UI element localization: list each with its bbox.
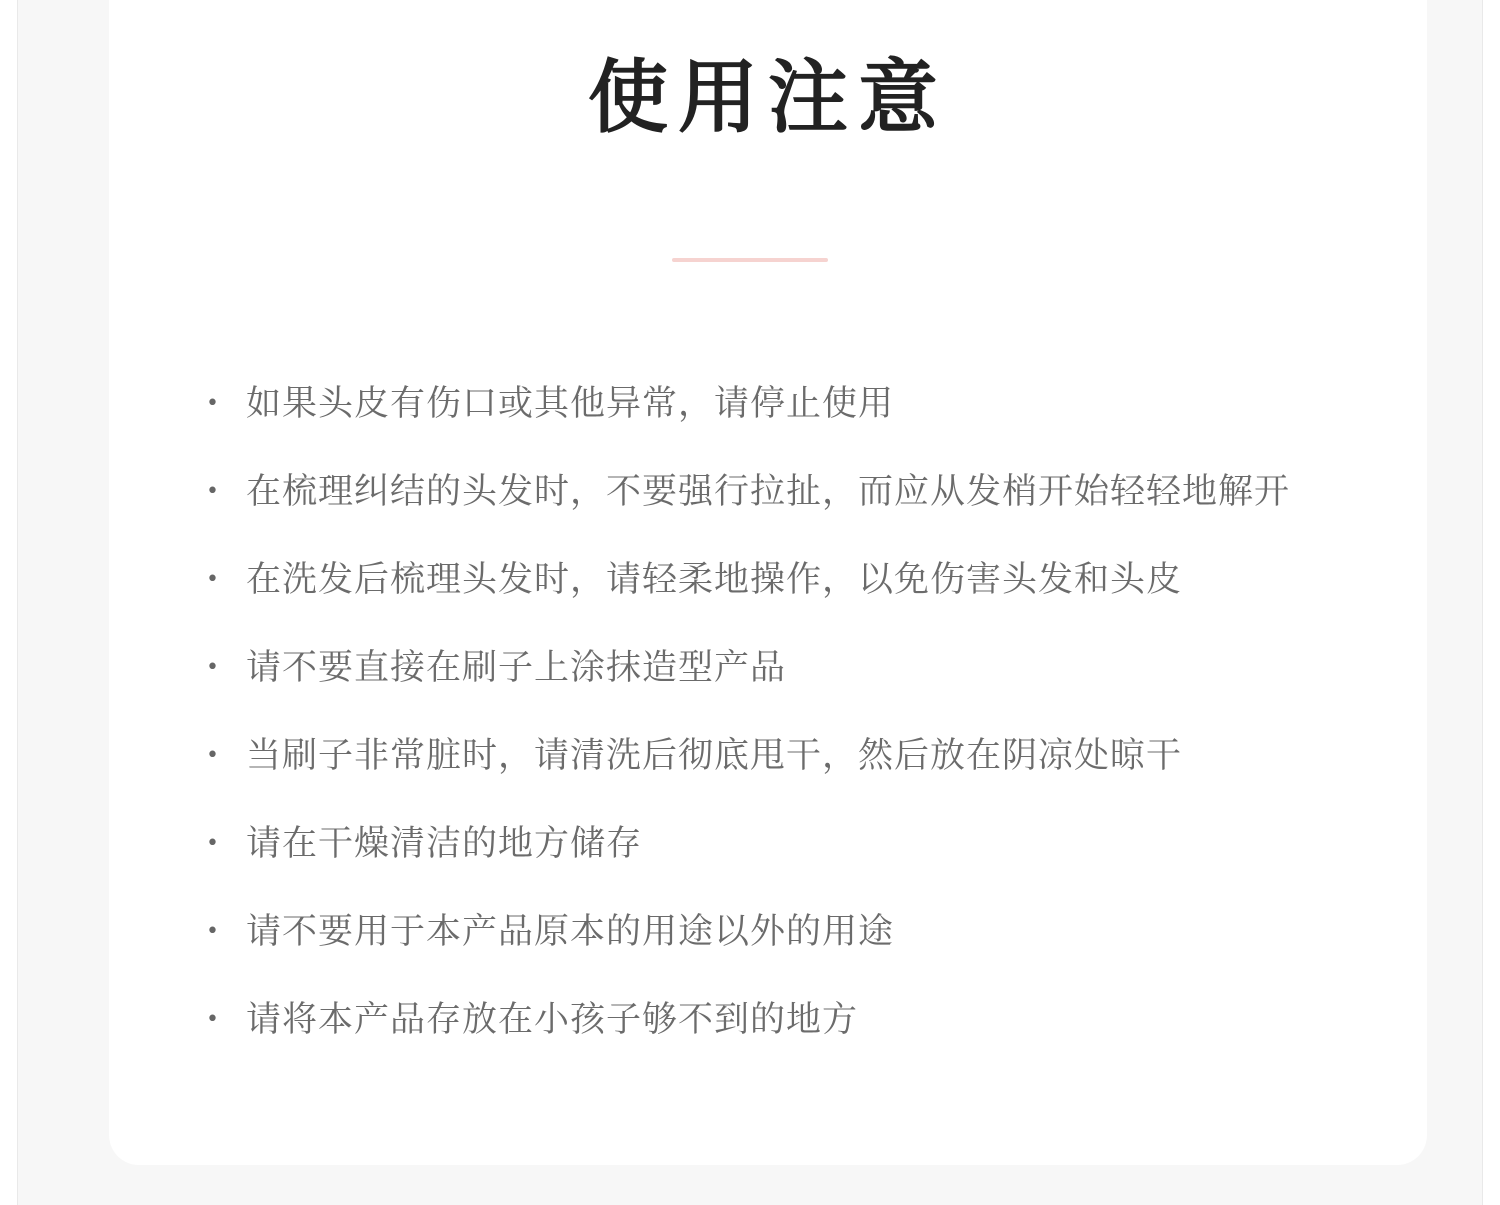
bullet-icon: • [206,919,219,944]
title-underline [672,258,828,262]
bullet-icon: • [206,1007,219,1032]
note-text: 在梳理纠结的头发时，不要强行拉扯，而应从发梢开始轻轻地解开 [246,472,1291,512]
note-text: 如果头皮有伤口或其他异常，请停止使用 [246,384,895,424]
note-text: 在洗发后梳理头发时，请轻柔地操作，以免伤害头发和头皮 [246,560,1183,600]
bullet-icon: • [206,655,219,680]
note-item [206,976,1356,1064]
note-item [206,712,1356,800]
note-item [206,624,1356,712]
note-text: 请不要用于本产品原本的用途以外的用途 [246,912,895,952]
note-item [206,888,1356,976]
note-text: 请将本产品存放在小孩子够不到的地方 [246,1000,859,1040]
bullet-icon: • [206,391,219,416]
notes-list [206,360,1356,1064]
note-text: 请不要直接在刷子上涂抹造型产品 [246,648,787,688]
note-item [206,800,1356,888]
note-text: 当刷子非常脏时，请清洗后彻底甩干，然后放在阴凉处晾干 [246,736,1183,776]
note-item [206,448,1356,536]
note-text: 请在干燥清洁的地方储存 [246,824,643,864]
note-item [206,536,1356,624]
bullet-icon: • [206,743,219,768]
bullet-icon: • [206,831,219,856]
bullet-icon: • [206,567,219,592]
bullet-icon: • [206,479,219,504]
note-item [206,360,1356,448]
page-title: 使用注意 [588,51,948,144]
